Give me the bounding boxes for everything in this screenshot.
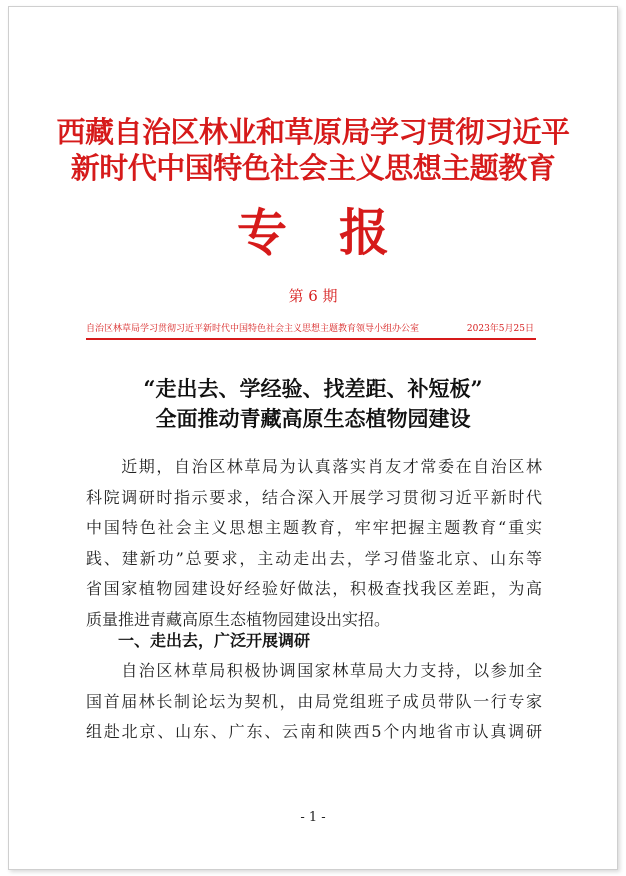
- paragraph-line: 省国家植物园建设好经验好做法，积极查找我区差距，为高: [86, 579, 542, 598]
- issuing-office: 自治区林草局学习贯彻习近平新时代中国特色社会主义思想主题教育领导小组办公室: [86, 324, 420, 334]
- page-number: - 1 -: [300, 810, 326, 825]
- bulletin-title: 专报: [237, 203, 441, 262]
- paragraph-intro: [86, 452, 542, 635]
- paragraph-line: 自治区林草局积极协调国家林草局大力支持，以参加全: [86, 661, 542, 680]
- paragraph-line: 践、建新功”总要求，主动走出去，学习借鉴北京、山东等: [86, 548, 542, 568]
- section-heading-1: 一、走出去，广泛开展调研: [118, 631, 311, 650]
- masthead-line-2: 新时代中国特色社会主义思想主题教育: [70, 151, 556, 185]
- paragraph-line: 中国特色社会主义思想主题教育，牢牢把握主题教育“重实: [86, 518, 542, 537]
- red-divider: [86, 338, 536, 340]
- issue-number: 第 6 期: [288, 287, 338, 305]
- article-title-line-2: 全面推动青藏高原生态植物园建设: [155, 406, 471, 431]
- masthead-line-1: 西藏自治区林业和草原局学习贯彻习近平: [56, 115, 570, 149]
- issue-date: 2023年5月25日: [466, 324, 534, 334]
- paragraph-section-1: [86, 656, 542, 748]
- paragraph-line: 近期，自治区林草局为认真落实肖友才常委在自治区林: [86, 457, 542, 476]
- paragraph-line: 科院调研时指示要求，结合深入开展学习贯彻习近平新时代: [86, 487, 542, 507]
- paragraph-line: 国首届林长制论坛为契机，由局党组班子成员带队一行专家: [86, 691, 542, 711]
- article-title-line-1: “走出去、学经验、找差距、补短板”: [143, 376, 483, 401]
- paragraph-line: 组赴北京、山东、广东、云南和陕西5个内地省市认真调研: [86, 722, 542, 741]
- paragraph-line: 质量推进青藏高原生态植物园建设出实招。: [86, 609, 391, 629]
